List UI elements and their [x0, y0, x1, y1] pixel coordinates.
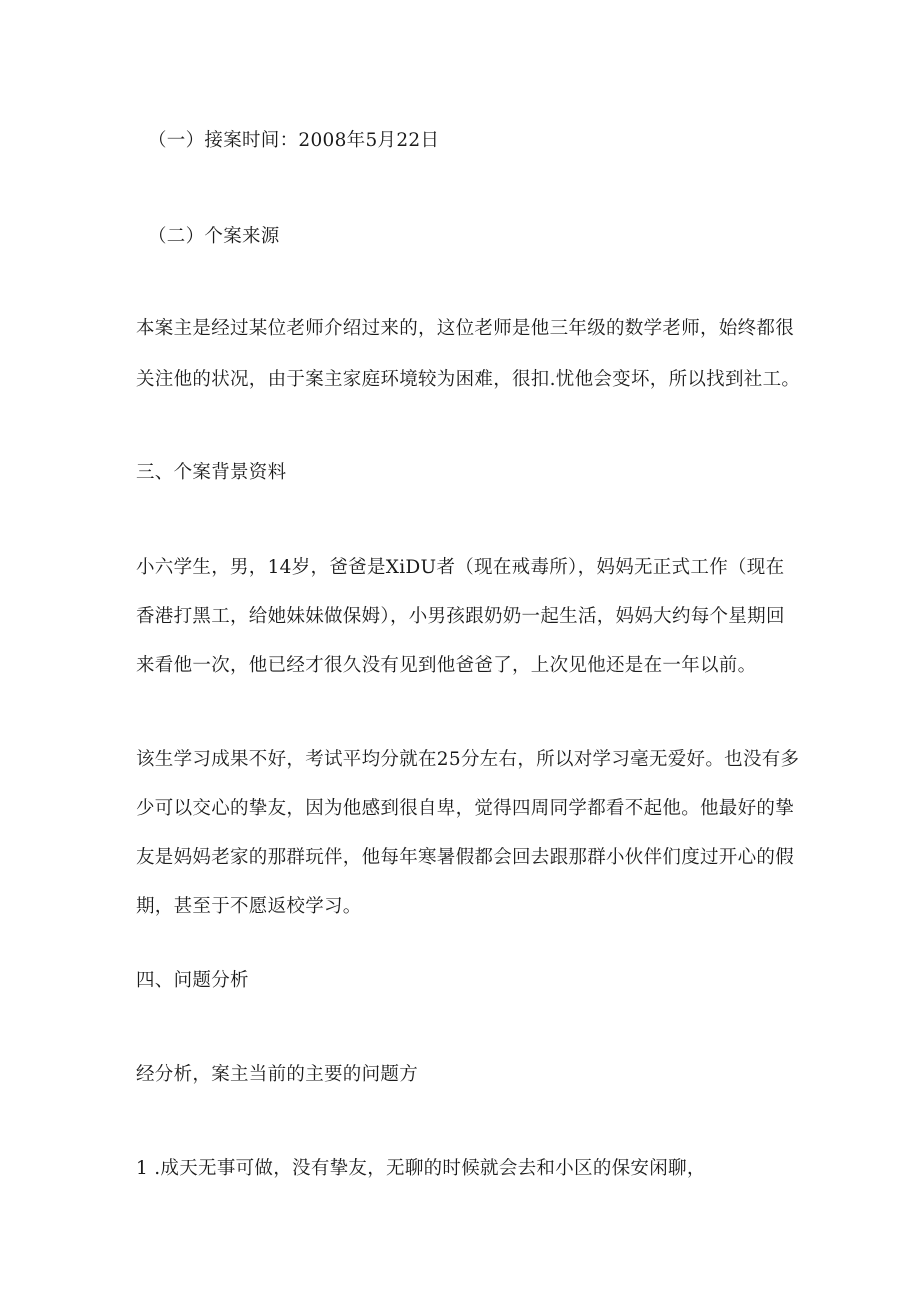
paragraph-line: 本案主是经过某位老师介绍过来的，这位老师是他三年级的数学老师，始终都很 — [136, 318, 795, 339]
receive-time: （一）接案时间：2008年5月22日 — [148, 130, 440, 151]
problem-item-1: 1 .成天无事可做，没有挚友，无聊的时候就会去和小区的保安闲聊， — [136, 1158, 706, 1179]
paragraph-line: 期，甚至于不愿返校学习。 — [136, 896, 362, 917]
paragraph-line: 该生学习成果不好，考试平均分就在25分左右，所以对学习毫无爱好。也没有多 — [136, 749, 800, 770]
paragraph-line: 香港打黑工，给她妹妹做保姆），小男孩跟奶奶一起生活，妈妈大约每个星期回 — [136, 606, 785, 627]
background-heading: 三、个案背景资料 — [136, 462, 287, 483]
paragraph-line: 来看他一次，他已经才很久没有见到他爸爸了，上次见他还是在一年以前。 — [136, 655, 757, 676]
paragraph-line: 少可以交心的挚友，因为他感到很自卑，觉得四周同学都看不起他。他最好的挚 — [136, 798, 795, 819]
paragraph-line: 小六学生，男，14岁，爸爸是XiDU者（现在戒毒所），妈妈无正式工作（现在 — [136, 557, 785, 578]
analysis-intro: 经分析，案主当前的主要的问题方 — [136, 1064, 419, 1085]
case-source-heading: （二）个案来源 — [148, 226, 280, 247]
paragraph-line: 关注他的状况，由于案主家庭环境较为困难，很扣.忧他会变坏，所以找到社工。 — [136, 369, 801, 390]
analysis-heading: 四、问题分析 — [136, 970, 249, 991]
paragraph-line: 友是妈妈老家的那群玩伴，他每年寒暑假都会回去跟那群小伙伴们度过开心的假 — [136, 847, 795, 868]
